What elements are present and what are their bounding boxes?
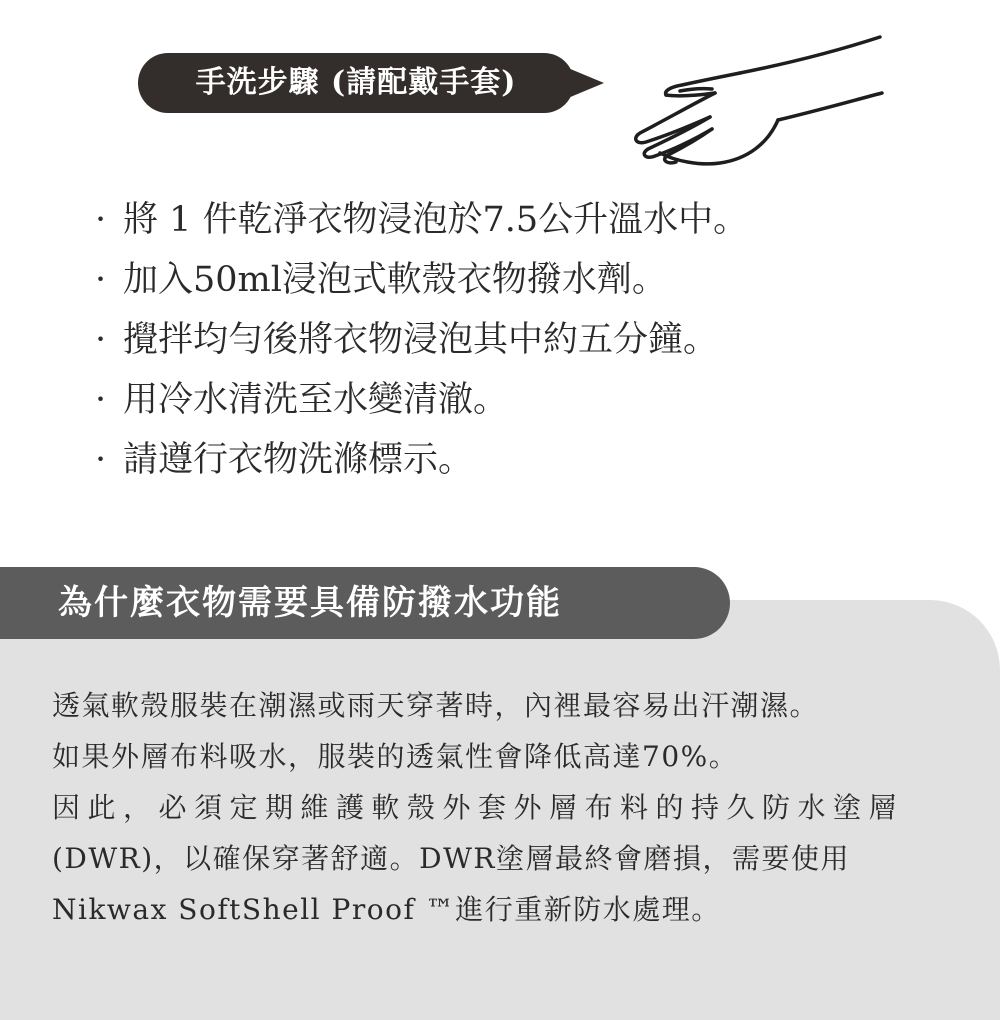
step-text: 用冷水清洗至水變清澈。 xyxy=(123,380,509,420)
title-bubble-pointer xyxy=(568,68,604,98)
hand-icon xyxy=(620,25,900,185)
list-item xyxy=(95,250,748,310)
step-text: 將 1 件乾淨衣物浸泡於7.5公升溫水中。 xyxy=(123,200,749,240)
bullet-dot: · xyxy=(95,200,107,240)
bullet-dot: · xyxy=(95,320,107,360)
list-item xyxy=(95,370,748,430)
list-item xyxy=(95,190,748,250)
bullet-dot: · xyxy=(95,260,107,300)
paragraph-line: 透氣軟殼服裝在潮濕或雨天穿著時，內裡最容易出汗潮濕。 xyxy=(52,689,820,722)
hand-wash-title: 手洗步驟 (請配戴手套) xyxy=(138,53,574,113)
bullet-dot: · xyxy=(95,380,107,420)
dwr-explanation xyxy=(52,680,962,935)
dwr-section-heading: 為什麼衣物需要具備防撥水功能 xyxy=(0,567,730,639)
list-item xyxy=(95,310,748,370)
list-item xyxy=(95,430,748,490)
paragraph-line: (DWR)，以確保穿著舒適。DWR塗層最終會磨損，需要使用 xyxy=(52,842,850,875)
paragraph-line: 如果外層布料吸水，服裝的透氣性會降低高達70%。 xyxy=(52,740,739,773)
step-text: 攪拌均勻後將衣物浸泡其中約五分鐘。 xyxy=(123,320,719,360)
step-text: 請遵行衣物洗滌標示。 xyxy=(123,440,474,480)
paragraph-line: Nikwax SoftShell Proof ™進行重新防水處理。 xyxy=(52,893,721,926)
hand-wash-steps xyxy=(95,190,748,490)
bullet-dot: · xyxy=(95,440,107,480)
step-text: 加入50ml浸泡式軟殼衣物撥水劑。 xyxy=(123,260,667,300)
paragraph-line: 因此，必須定期維護軟殼外套外層布料的持久防水塗層 xyxy=(52,791,905,824)
